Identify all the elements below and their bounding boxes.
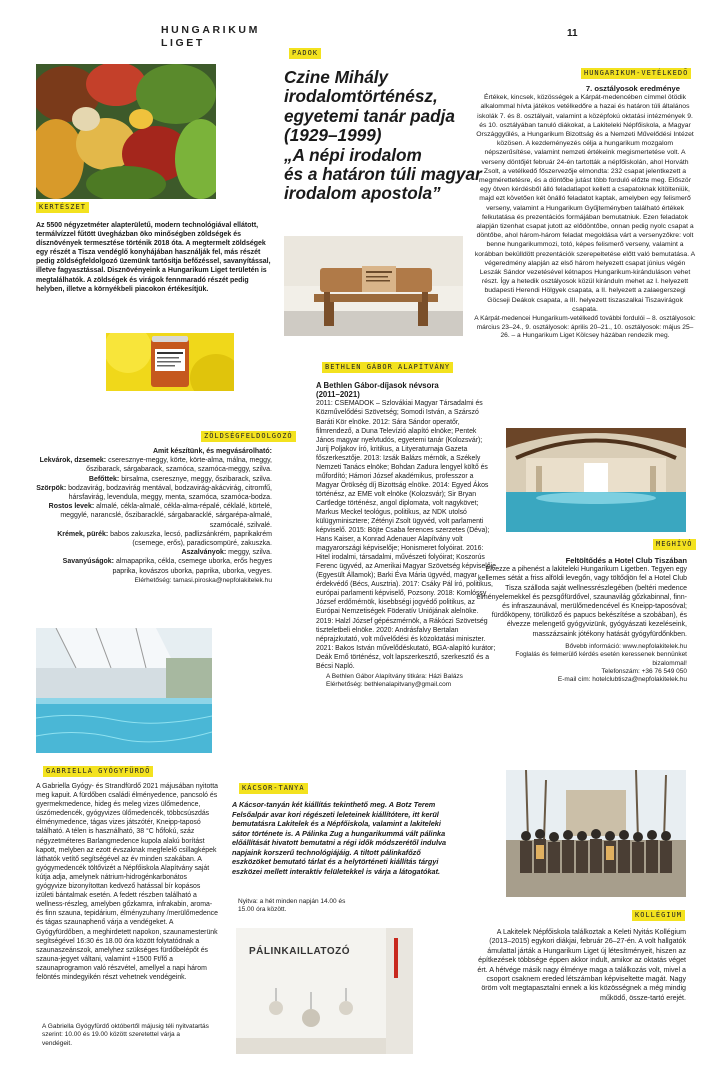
tag-bethlen: BETHLEN GÁBOR ALAPÍTVÁNY — [322, 362, 453, 373]
page-number: 11 — [567, 28, 578, 39]
rostos-list: almalé, cékla-almalé, cékla-alma-répalé, céklalé, körtelé, meggylé, narancslé, őszibaracklé, sárgabaracklé, sárgarépa-almalé, szamócalé, szilvalé. — [60, 503, 272, 529]
kerteszet-text: Az 5500 négyzetméter alapterületű, modern technológiával ellátott, termálvízzel fűtött üvegházban öko minőségben zöldségek és dísznövények termesztése történik 2018 óta. A megtermelt zöldségek egy részét a Tisza vendéglő konyhájában használják fel, más részét pedig zöldségfeldolgozó üzemünk tartósítja befőzéssel, savanyítással, illetve fagyasztással. Disznövényeink a Hungarikum Liget területén is megtalálhatók. A zöldségek és virágok fennmaradó részét pedig helyben, illetve a környékbeli piacokon értékesítjük. — [36, 222, 271, 293]
tag-kerteszet: KERTÉSZET — [36, 202, 89, 213]
tag-gabriella: GABRIELLA GYÓGYFÜRDŐ — [43, 766, 153, 777]
tag-zoldsegfeldolgozo: ZÖLDSÉGFELDOLGOZÓ — [201, 431, 296, 442]
bethlen-sig1: A Bethlen Gábor Alapítvány titkára: Házi Balázs — [326, 672, 463, 680]
meghivo-phone: Telefonszám: +36 76 549 050 — [601, 668, 687, 676]
kremek-label: Krémek, pürék: — [57, 530, 109, 538]
lekvarok-label: Lekvárok, dzsemek: — [39, 457, 107, 465]
vetelkedo-title: 7. osztályosok eredménye — [585, 84, 680, 93]
kollegium-text: A Lakitelek Népfőiskola találkoztak a Keleti Nyitás Kollégium (2013–2015) egykori diákjai, február 26–27-én. A volt hallgatók ámulattal járták a Hungarikum Liget új létesítményeit, hiszen az építkezések többsége éppen akkor indult, amikor az oktatás véget ért. A hétvége másik nagy élménye maga a találkozás volt, mivel a csoport csaknem ereded létszámban képviseltette magát. Nagy öröm volt megtapasztalni ennek a kis közösségnek a még mindig működő, össze-tartó erejét. — [477, 928, 686, 1002]
vegetables-photo — [36, 64, 216, 199]
befottek-label: Befőttek: — [88, 475, 120, 483]
befottek-list: birsalma, cseresznye, meggy, őszibarack, szilva. — [121, 475, 272, 483]
meghivo-info2: Foglalás és felmerülő kérdés esetén keressenek bennünket bizalommal! — [515, 651, 687, 667]
pool-photo — [36, 628, 212, 753]
bethlen-sig2: Elérhetőség: bethlenalapitvany@gmail.com — [326, 681, 452, 689]
zoldseg-savanyusagok — [36, 557, 272, 575]
rostos-label: Rostos levek: — [48, 503, 95, 511]
headline-l5: „A népi irodalom — [284, 144, 422, 165]
tag-kacsor: KÁCSOR-TANYA — [239, 783, 308, 794]
headline-l7: irodalom apostola” — [284, 183, 441, 204]
zoldseg-befottek — [36, 475, 272, 484]
jar-photo — [106, 333, 234, 391]
bethlen-body: 2011: CSEMADOK – Szlovákiai Magyar Társadalmi és Közművelődési Szövetség; Somodi István, a Szárszó Baráti Kör elnöke. 2012: Sára Sándor operatőr, filmrendező, a Duna Televízió alapító elnöke; Pentek János magyar nyelvtudós, egyetemi tanár (Kolozsvár); Jurij Poljakov író, kritikus, a Lityeraturnaja Gazeta főszerkesztője. 2013: Izsák Balázs mérnök, a Székely Nemzeti Tanács elnöke; Bohdan Zadura lengyel költő és műfordító; Hámori József akadémikus, professzor a Magyar Örökség díj Bizottság elnöke. 2014: Egyed Ákos történész, az EME volt elnöke (Kolozsvár); Sir Bryan Cartledge történész, angol diplomata, volt nagykövet; Markus Meckel teológus, politikus, az NDK utolsó külügyminisztere; Zétényi Zsolt ügyvéd, volt parlamenti képviselő. 2015: Böjte Csaba ferences szerzetes (Déva); Hans Kaiser, a Konrad Adenauer Alapítvány volt magyarországi képviselője; Honismeret folyóirat. 2016: Hitel irodalmi, társadalmi, művészeti folyóirat; Koszorús Ferenc ügyvéd, az Amerikai Magyar Szövetség képviselője (Egyesült Államok); Barki Éva Mária ügyvéd, magyar érdekvédő (Bécs, Ausztria). 2017: Csáky Pál író, politikus, európai parlamenti képviselő, Pozsony. 2018: Komlóssy József erdőmérnök, kisebbségi jogvédő politikus, az Európai Nemzetiségek Föderatív Uniójának alelnöke. 2019: Halzl József gépészmérnök, a Rákóczi Szövetség tiszteletbeli elnöke. 2020: Andrásfalvy Bertalan néprajzkutató, volt művelődési és közoktatási miniszter. 2021: Bakos István művelődéskutató, BGA-alapító kurátor; Deák Ernő történész, volt lapszerkesztő, szerkesztő és a Bécsi Napló. — [316, 400, 497, 670]
meghivo-title: Feltöltődés a Hotel Club Tiszában — [565, 556, 687, 565]
zoldseg-aszalvanyok — [36, 548, 272, 557]
bethlen-title2: (2011–2021) — [316, 390, 360, 400]
palinka-photo — [236, 928, 413, 1054]
masthead — [161, 24, 260, 50]
gabriella-text: A Gabriella Gyógy- és Strandfürdő 2021 májusában nyitotta meg kapuit. A fürdőben családi élményedence, pancsoló és gyermekmedence, hideg és meleg vizes ülőmedence, úszómedencék, gyógyvizes ülőmedencék, többcsúszdás élménymedence, tágas vizes játszótér, Kneipp-taposó található. A télen is használható, 38 °C hőfokú, száz négyzetméteres Barlangmedence kupola alakú borítást kapott, melyben az ezott évszaknak megfelelő csillagképek láthatók vetítő segítségével az év minden szakában. A gyógymedencék töltővizét a Népfőiskola Alapítvány saját kútja adja, amelynek nátrium-hidrogénkarbonátos gyógyvize bizonyítottan kedvező hatással bír kopásos izületi bántalmak esetén. A fedett részben található a wellness-részleg, amelyben gőzkamra, infrakabin, aroma- és finn szauna, tepidárium, élményzuhany /merülőmedence és tágas szaunaphenő várja a vendégeket. A Gyógyfürdőben, a meghirdetett napokon, szaunamesterünk segítségével 16:30 és 18.00 óra között folytatódnak a szaunaszeánszok, amelyhez szükséges fürdőbelépőt és szauna-jegyet váltani, valamint +1500 Ft/fő a szaunaprogramon való részvétel, amellyel a napi három felöntés mindegyikén részt vehetnek vendégeink. — [36, 783, 218, 981]
kremek-list: babos zakuszka, lecsó, padlizsánkrém, paprikakrém (csemege, erős), paradicsompüré, zakuszka. — [110, 530, 272, 548]
headline-l3: egyetemi tanár padja — [284, 105, 455, 126]
tag-vetelkedo: HUNGARIKUM-VETÉLKEDŐ — [581, 68, 691, 79]
meghivo-body: Élvezze a pihenést a lakiteleki Hungarikum Ligetben. Tegyen egy kellemes sétát a friss alföldi levegőn, vagy töltődjön fel a Hotel Club Tisza szálloda saját wellnessrészlegében (beltéri medence élményelemekkel és pezsgőfürdővel, szaunavilág gőzkabinnal, finn- és infraszaunával, merülőmedencével és Kneipp-taposóval; fürdőköpeny, törülköző és papucs bekészítése a szobában), és élvezze melengető gyógyvizünk, gyógyászati kezeléseink, masszázsaink jótékony hatását gyógyfürdőnkben. — [476, 566, 687, 638]
zoldseg-contact: Elérhetőség: tamasi.piroska@nepfolakitelek.hu — [134, 576, 272, 584]
tag-padok: PADOK — [289, 48, 321, 59]
spa-photo — [506, 428, 686, 532]
bethlen-title1: A Bethlen Gábor-díjasok névsora — [316, 381, 439, 390]
savanyusagok-label: Savanyúságok: — [62, 558, 115, 566]
lekvarok-list: cseresznye-meggy, körte, körte-alma, málna, meggy, őszibarack, sárgabarack, szamóca, szamóca-meggy, szilva. — [86, 457, 272, 474]
headline-l6: és a határon túli magyar — [284, 164, 482, 185]
meghivo-email: E-mail cím: hotelclubtisza@nepfolakitelek.hu — [557, 676, 687, 684]
headline-l2: irodalomtörténész, — [284, 86, 438, 107]
vetelkedo-note: A Kárpát-medencei Hungarikum-vetélkedő további fordulói – 8. osztályosok: március 23–24., 9. osztályosok: április 20–21., 10. osztályosok: május 25–26. – a Hungarikum Liget Kölcsey házában rendezik meg. — [474, 315, 696, 340]
szorpok-label: Szörpök: — [36, 484, 67, 492]
vetelkedo-block — [474, 84, 696, 341]
zoldseg-lekvarok — [36, 456, 272, 474]
headline-l1: Czine Mihály — [284, 67, 389, 87]
headline-l4: (1929–1999) — [284, 125, 382, 146]
zoldseg-szorpok — [36, 484, 272, 502]
kacsor-text: A Kácsor-tanyán két kiállítás tekinthető meg. A Botz Terem Felsőalpár avar kori régészeti leleteinek kiállítótere, itt kerül bemutatásra Lakitelek és a Népfőiskola, valamint a lakiteleki sátor története is. A Pálinka Zug a hungarikummá vált pálinka előállítását hivatott bemutatni a régi idők módszerétől indulva napjaink korszerű technológiájáig. A tiltott pálinkafőző eszközöket bemutató tárlat és a helytörténeti kiállítás tárgyi eszközei mellett interaktív felületekkel is várja a látogatókat. — [232, 800, 447, 876]
headline — [284, 68, 492, 204]
zoldseg-rostos — [36, 502, 272, 530]
savanyusagok-list: almapaprika, cékla, csemege uborka, erős hegyes paprika, kovászos uborka, paprika, uborka, vegyes. — [112, 558, 272, 575]
zoldseg-text — [36, 447, 272, 585]
meghivo-info1: Bővebb információ: www.nepfolakitelek.hu — [565, 642, 687, 650]
szorpok-list: bodzavirág, bodzavirág mentával, bodzavirág-akácvirág, citromfű, hársfavirág, levendula, meggy, menta, szamóca, szamóca-bodza. — [68, 484, 272, 502]
group-photo — [506, 770, 686, 897]
gabriella-hours: A Gabriella Gyógyfürdő októbertől májusig téli nyitvatartás szerint: 10.00 és 19.00 között szeretettel várja a vendégeit. — [42, 1023, 209, 1047]
masthead-line2: LIGET — [161, 37, 205, 49]
bench-photo — [284, 236, 463, 336]
tag-meghivo: MEGHÍVÓ — [653, 539, 696, 550]
bethlen-block — [316, 381, 496, 690]
meghivo-block — [474, 556, 687, 685]
palinka-sign: PÁLINKAILLATOZÓ — [249, 946, 351, 957]
aszalvanyok-list: meggy, szilva. — [228, 549, 272, 557]
kacsor-hours: Nyitva: a hét minden napján 14.00 és 15.00 óra között. — [238, 898, 346, 914]
tag-kollegium: KOLLÉGIUM — [632, 910, 685, 921]
vetelkedo-body: Értékek, kincsek, közösségek a Kárpát-medencében címmel ötödik alkalommal hívta játékos vetélkedőre a hazai és határon túli általános iskolák 7. és 8. osztályait, valamint a középfokú oktatási intézmények 9. és 10. osztályában tanuló diákokat, a Lakiteleki Népfőiskola, a Magyar Országgyűlés, a Hungarikum Bizottság és a Nemzeti Művelődési Intézet közösen. A kezdeményezés célja a hungarikum mozgalom népszerűsítése, valamint nemzeti értékeink megismertetése volt. A verseny döntőjét február 24-én tartották a népfőiskolán, ahol Horváth Zsolt, a vetélkedő főszervezője elmondta: 232 csapat jelentkezett a megmérettetésre, és a döntőbe jutást több forduló előzte meg. Először egy ötven kérdésből álló feladatlapot kellett a csapatoknak kitölteniük, majd ezt követően két önálló feladatot kaptak, amelyben egy felismerő verseny, valamint a Hungarikum Gyűjteményben található értékek felkutatása és prezentációs formájában bemutatniuk. Ezen feladatok alapján tizenhat csapat jutott az elődöntőbe, onnan pedig nyolc csapat a döntőbe, ahol három-három feladat megoldása várt a versenyzőkre: volt benne hungarikummozi, totó, képes felismerő verseny, valamint a korábban bekülldött prezentációk szerepeltetése előtt való bemutatása. A végeredmény alapján az első három helyezett csapat június végén Leszák Sándor vezetésével kétnapos Hungarikum-kiránduláson vehet részt. Így a hetedik osztályosok közül kiránduln mehet az I. helyezett budapesti Herendi Hölgyek csapata, a II. helyezett a zalaegerszegi Göcseji Deákok csapata, a III. helyezett tiszaszalkai Tiszavirágok csapata. — [474, 94, 696, 313]
zoldseg-kremek — [36, 530, 272, 548]
aszalvanyok-label: Aszalványok: — [181, 549, 227, 557]
zoldseg-intro: Amit készítünk, és megvásárolható: — [152, 448, 272, 455]
masthead-line1: HUNGARIKUM — [161, 24, 260, 36]
